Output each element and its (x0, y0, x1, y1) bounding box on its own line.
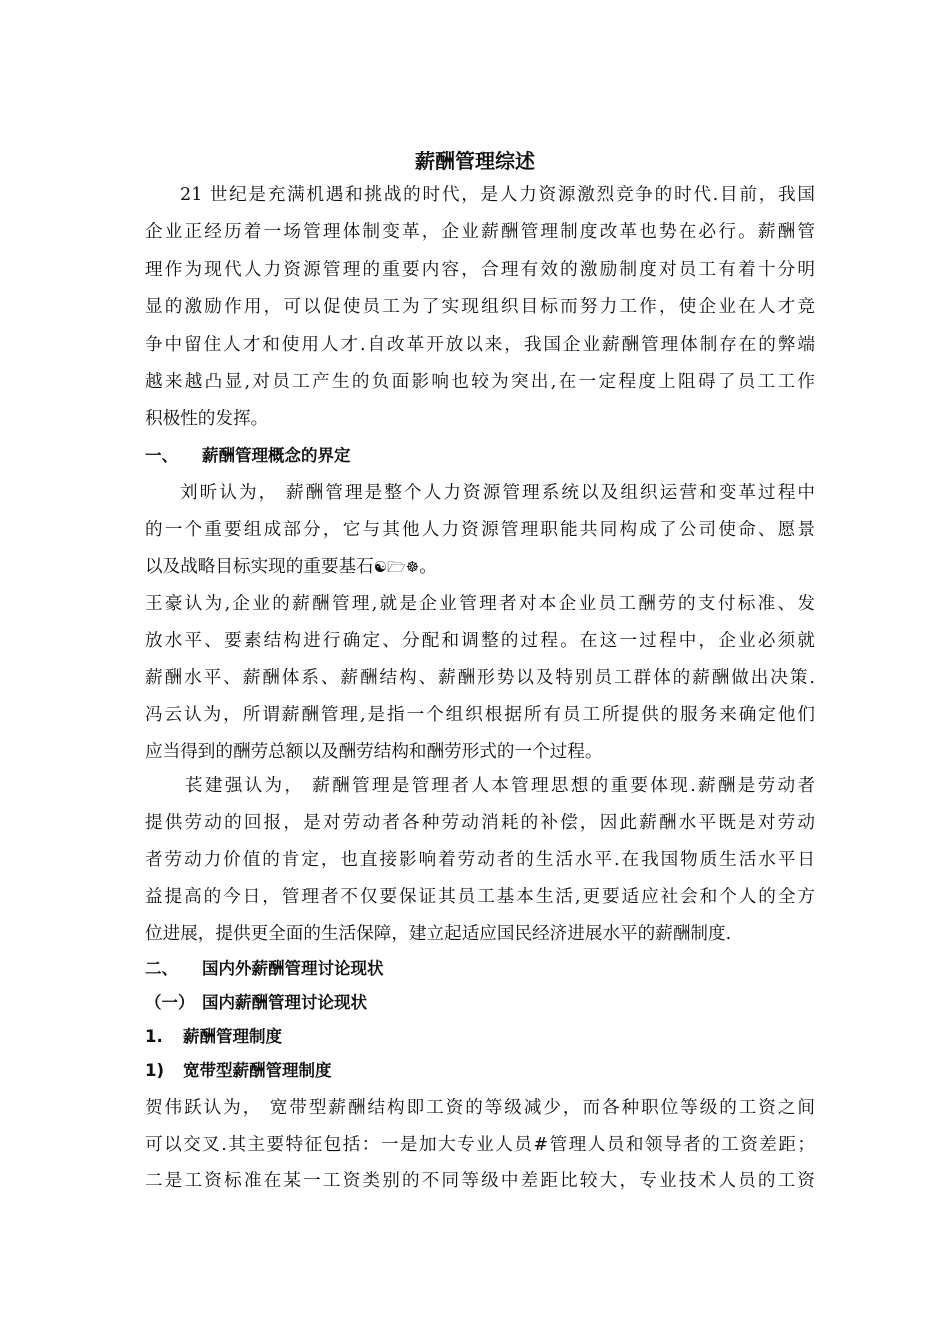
intro-line: 理作为现代人力资源管理的重要内容，合理有效的激励制度对员工有着十分明 (145, 260, 815, 280)
section-heading (145, 444, 351, 468)
paragraph-line: 二是工资标准在某一工资类别的不同等级中差距比较大，专业技术人员的工资 (145, 1171, 815, 1191)
paragraph-line: 苌建强认为， 薪酬管理是管理者人本管理思想的重要体现.薪酬是劳动者 (185, 776, 815, 796)
paragraph-line: 的一个重要组成部分，它与其他人力资源管理职能共同构成了公司使命、愿景 (145, 520, 815, 540)
item-number: 1) (145, 1061, 165, 1080)
paragraph-line: 提供劳动的回报，是对劳动者各种劳动消耗的补偿，因此薪酬水平既是对劳动 (145, 813, 815, 833)
paragraph-line: 以及战略目标实现的重要基石☯🗁☸。 (145, 557, 437, 577)
item-number: 1. (145, 1027, 163, 1046)
paragraph-line: 益提高的今日，管理者不仅要保证其员工基本生活,更要适应社会和个人的全方 (145, 887, 815, 907)
document-title: 薪酬管理综述 (415, 149, 535, 173)
paragraph-line: 可以交叉.其主要特征包括：一是加大专业人员#管理人员和领导者的工资差距； (145, 1135, 815, 1155)
section-title: 薪酬管理概念的界定 (202, 446, 351, 465)
subsection-number: （一） (145, 993, 195, 1012)
paragraph-line: 贺伟跃认为， 宽带型薪酬结构即工资的等级减少，而各种职位等级的工资之间 (145, 1098, 815, 1118)
paragraph-line: 放水平、要素结构进行确定、分配和调整的过程。在这一过程中，企业必须就 (145, 631, 815, 651)
item-heading (145, 1025, 282, 1049)
intro-line: 21 世纪是充满机遇和挑战的时代，是人力资源激烈竞争的时代.目前，我国 (180, 185, 815, 205)
intro-line: 越来越凸显,对员工产生的负面影响也较为突出,在一定程度上阻碍了员工工作 (145, 372, 815, 392)
item-heading (145, 1059, 332, 1083)
paragraph-line: 王豪认为,企业的薪酬管理,就是企业管理者对本企业员工酬劳的支付标准、发 (145, 594, 815, 614)
intro-line: 积极性的发挥。 (145, 409, 269, 429)
intro-line: 显的激励作用，可以促使员工为了实现组织目标而努力工作，使企业在人才竞 (145, 297, 815, 317)
section-number: 一、 (145, 446, 178, 465)
subsection-title: 国内薪酬管理讨论现状 (202, 993, 367, 1012)
paragraph-line: 冯云认为，所谓薪酬管理,是指一个组织根据所有员工所提供的服务来确定他们 (145, 705, 815, 725)
garbled-symbols: ☯🗁☸ (373, 558, 420, 576)
paragraph-line: 刘昕认为， 薪酬管理是整个人力资源管理系统以及组织运营和变革过程中 (180, 483, 815, 503)
section-heading (145, 957, 384, 981)
intro-line: 企业正经历着一场管理体制变革，企业薪酬管理制度改革也势在必行。薪酬管 (145, 222, 815, 242)
subsection-heading (145, 991, 367, 1015)
intro-line: 争中留住人才和使用人才.自改革开放以来，我国企业薪酬管理体制存在的弊端 (145, 335, 815, 355)
paragraph-line: 位进展，提供更全面的生活保障，建立起适应国民经济进展水平的薪酬制度. (145, 924, 732, 944)
item-title: 薪酬管理制度 (183, 1027, 282, 1046)
section-number: 二、 (145, 959, 178, 978)
paragraph-line: 应当得到的酬劳总额以及酬劳结构和酬劳形式的一个过程。 (145, 742, 603, 762)
paragraph-line: 者劳动力价值的肯定，也直接影响着劳动者的生活水平.在我国物质生活水平日 (145, 850, 815, 870)
item-title: 宽带型薪酬管理制度 (183, 1061, 332, 1080)
paragraph-line: 薪酬水平、薪酬体系、薪酬结构、薪酬形势以及特别员工群体的薪酬做出决策. (145, 668, 815, 688)
section-title: 国内外薪酬管理讨论现状 (202, 959, 384, 978)
